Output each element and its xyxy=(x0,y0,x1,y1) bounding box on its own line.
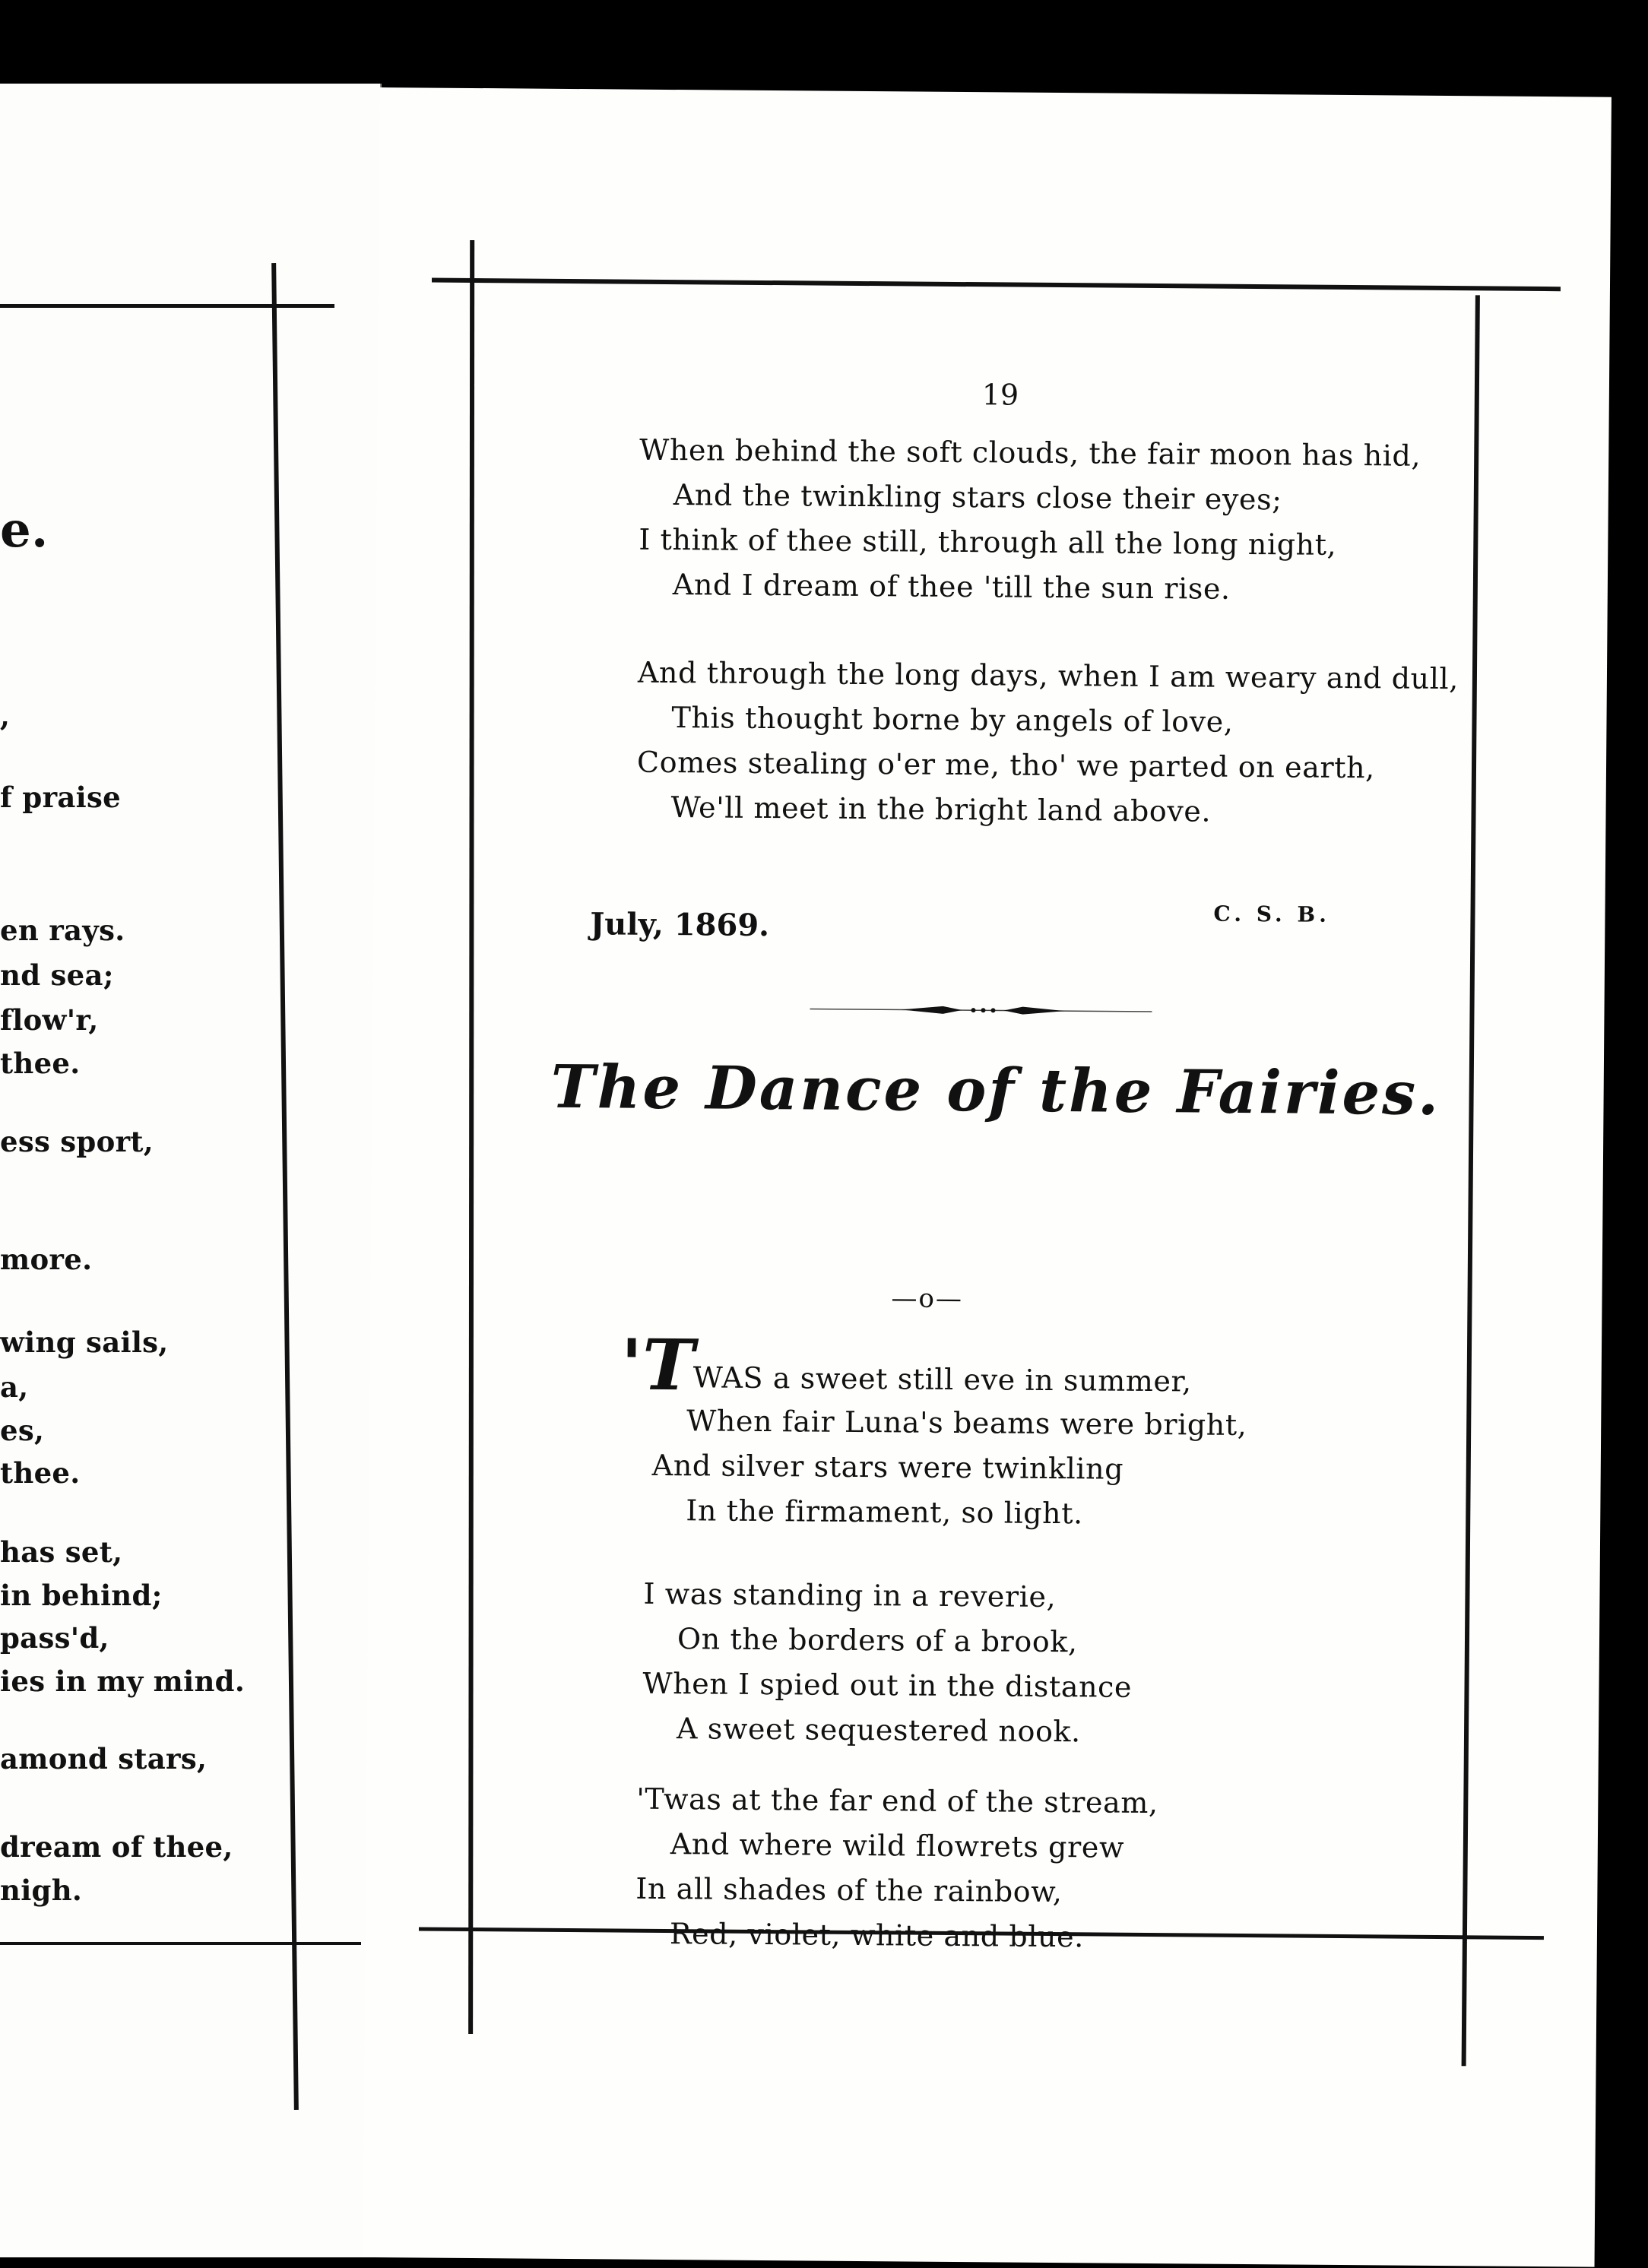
left-text-line: , xyxy=(0,699,11,733)
left-text-line: more. xyxy=(0,1243,93,1276)
poem-stanza-one xyxy=(692,1355,1192,1404)
stanza-line: We'll meet in the bright land above. xyxy=(670,790,1212,828)
stanza-line: 'Twas at the far end of the stream, xyxy=(636,1782,1158,1820)
stanza-line: And where wild flowrets grew xyxy=(670,1827,1125,1864)
stanza-line: And the twinkling stars close their eyes; xyxy=(673,478,1282,517)
left-text-line: has set, xyxy=(0,1535,123,1569)
left-text-line: dream of thee, xyxy=(0,1830,233,1864)
stanza-line: Red, violet, white and blue. xyxy=(669,1917,1085,1954)
drop-cap: 'T xyxy=(620,1323,695,1407)
left-text-line: ess sport, xyxy=(0,1125,154,1158)
left-border-rule xyxy=(468,240,474,2034)
date: July, 1869. xyxy=(590,906,770,944)
left-text-line: thee. xyxy=(0,1456,81,1490)
stanza-one xyxy=(639,428,1421,613)
poem-stanza-one-continued xyxy=(651,1398,1247,1538)
stanza-line: Comes stealing o'er me, tho' we parted on earth, xyxy=(636,745,1375,785)
left-page-right-rule xyxy=(271,263,299,2110)
left-text-line: en rays. xyxy=(0,914,125,947)
author-initials: C. S. B. xyxy=(1213,901,1331,927)
left-page-bottom-rule xyxy=(0,1942,361,1945)
left-text-line: wing sails, xyxy=(0,1326,169,1359)
stanza-line: And through the long days, when I am weary and dull, xyxy=(637,655,1459,696)
left-page xyxy=(0,84,382,2257)
stanza-line: On the borders of a brook, xyxy=(677,1622,1078,1659)
poem-title: The Dance of the Fairies. xyxy=(550,1052,1441,1129)
stanza-line: WAS a sweet still eve in summer, xyxy=(692,1360,1192,1398)
left-text-line: nd sea; xyxy=(0,958,114,992)
left-text-line: pass'd, xyxy=(0,1621,109,1655)
page-number: 19 xyxy=(981,378,1019,412)
title-divider: —o— xyxy=(891,1283,964,1315)
left-text-line: thee. xyxy=(0,1047,81,1080)
stanza-line: And silver stars were twinkling xyxy=(651,1448,1124,1486)
poem-stanza-two xyxy=(642,1572,1133,1755)
right-page xyxy=(363,87,1612,2267)
stanza-line: I think of thee still, through all the long night, xyxy=(639,522,1337,562)
stanza-line: A sweet sequestered nook. xyxy=(676,1712,1082,1749)
left-text-line: flow'r, xyxy=(0,1003,99,1037)
stanza-line: This thought borne by angels of love, xyxy=(671,701,1234,739)
right-border-rule xyxy=(1462,295,1480,2066)
left-text-line: in behind; xyxy=(0,1579,163,1612)
poem-stanza-three xyxy=(635,1777,1158,1960)
left-page-top-rule xyxy=(0,304,334,308)
stanza-line: I was standing in a reverie, xyxy=(643,1576,1057,1614)
left-text-line: nigh. xyxy=(0,1874,83,1907)
left-text-line: ies in my mind. xyxy=(0,1665,246,1698)
left-text-line: es, xyxy=(0,1414,45,1447)
stanza-line: And I dream of thee 'till the sun rise. xyxy=(672,568,1231,606)
stanza-line: In the firmament, so light. xyxy=(686,1494,1083,1531)
left-text-line: e. xyxy=(0,502,49,559)
left-text-line: a, xyxy=(0,1370,29,1404)
stanza-line: When fair Luna's beams were bright, xyxy=(686,1404,1247,1443)
left-text-line: f praise xyxy=(0,781,121,814)
left-text-line: amond stars, xyxy=(0,1742,208,1775)
stanza-two xyxy=(636,651,1459,836)
stanza-line: When behind the soft clouds, the fair moon has hid, xyxy=(639,432,1421,473)
stanza-line: In all shades of the rainbow, xyxy=(635,1871,1063,1909)
stanza-line: When I spied out in the distance xyxy=(642,1666,1133,1704)
ornament-divider xyxy=(810,1001,1152,1019)
top-border-rule xyxy=(432,278,1561,292)
